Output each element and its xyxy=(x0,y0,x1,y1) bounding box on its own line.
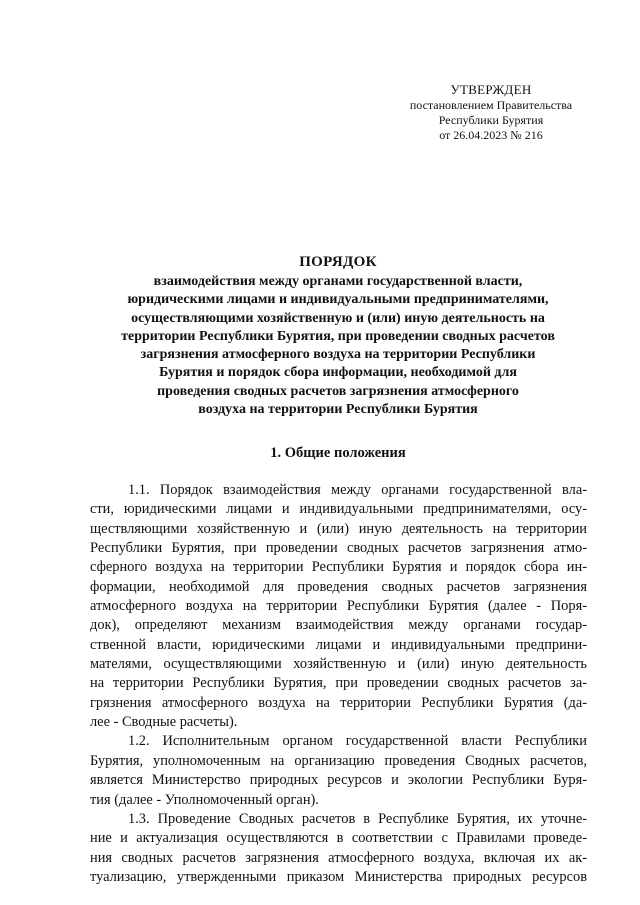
approval-line: Республики Бурятия xyxy=(438,113,544,127)
body-line: на территории Республики Бурятия, при проведении сводных расчетов за- xyxy=(90,675,587,692)
subtitle-line: воздуха на территории Республики Бурятия xyxy=(198,402,478,418)
document-subtitle xyxy=(88,273,588,419)
approval-date-number: от 26.04.2023 № 216 xyxy=(439,128,543,142)
subtitle-line: взаимодействия между органами государственной власти, xyxy=(153,274,523,289)
body-line: грязнения атмосферного воздуха на территории Республики Бурятия (да- xyxy=(90,694,587,711)
body-line: ществляющими хозяйственную и (или) иную деятельность на территории xyxy=(90,520,587,537)
subtitle-line: загрязнения атмосферного воздуха на территории Республики xyxy=(140,347,536,363)
approval-heading: УТВЕРЖДЕН xyxy=(450,82,532,97)
approval-line: постановлением Правительства xyxy=(409,98,573,112)
approval-stamp xyxy=(380,82,602,143)
body-line: тия (далее - Уполномоченный орган). xyxy=(90,791,319,808)
body-line: лее - Сводные расчеты). xyxy=(90,714,238,731)
document-title-block xyxy=(88,253,588,419)
section-heading: 1. Общие положения xyxy=(270,445,406,461)
body-line: Бурятия, уполномоченным на организацию проведения Сводных расчетов, xyxy=(90,752,587,769)
body-line: туализацию, утвержденными приказом Министерства природных ресурсов xyxy=(90,868,587,885)
body-line: является Министерство природных ресурсов и экологии Республики Буря- xyxy=(90,772,587,789)
body-line: ственной власти, юридическими лицами и индивидуальными предприни- xyxy=(90,636,587,653)
body-line: док), определяют механизм взаимодействия между органами государ- xyxy=(90,617,587,634)
body-line: сферного воздуха на территории Республики Бурятия и порядок сбора ин- xyxy=(90,559,587,576)
body-line: сти, юридическими лицами и индивидуальными предпринимателями, осу- xyxy=(90,501,587,518)
body-line: 1.2. Исполнительным органом государственной власти Республики xyxy=(128,733,587,750)
document-title: ПОРЯДОК xyxy=(299,254,377,270)
subtitle-line: проведения сводных расчетов загрязнения атмосферного xyxy=(157,383,519,399)
body-line: ние и актуализация осуществляются в соответствии с Правилами проведе- xyxy=(90,830,587,847)
body-line: формации, необходимой для проведения сводных расчетов загрязнения xyxy=(90,578,587,595)
body-line: Республики Бурятия, при проведении сводных расчетов загрязнения атмо- xyxy=(90,540,587,557)
subtitle-line: Бурятия и порядок сбора информации, необходимой для xyxy=(159,365,517,381)
body-line: мателями, осуществляющими хозяйственную и (или) иную деятельность xyxy=(90,656,587,673)
body-line: 1.3. Проведение Сводных расчетов в Республике Бурятия, их уточне- xyxy=(128,810,587,827)
body-line: атмосферного воздуха на территории Республики Бурятия (далее - Поря- xyxy=(90,598,587,615)
body-line: 1.1. Порядок взаимодействия между органами государственной вла- xyxy=(128,482,587,498)
subtitle-line: осуществляющими хозяйственную и (или) иную деятельность на xyxy=(131,310,545,326)
body-line: ния сводных расчетов загрязнения атмосферного воздуха, включая их ак- xyxy=(90,849,587,866)
subtitle-line: юридическими лицами и индивидуальными предпринимателями, xyxy=(127,292,549,308)
subtitle-line: территории Республики Бурятия, при проведении сводных расчетов xyxy=(121,328,555,344)
body-text xyxy=(90,481,587,887)
